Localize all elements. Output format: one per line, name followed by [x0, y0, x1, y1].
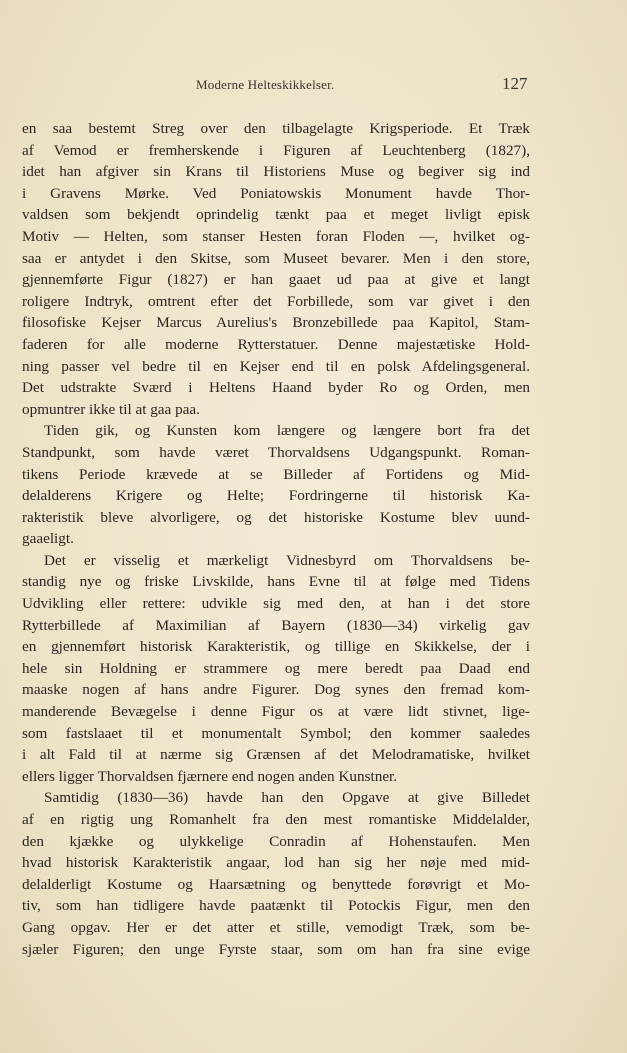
text-line: saa er antydet i den Skitse, som Museet bevarer. Men i den store,	[22, 249, 530, 267]
text-line: idet han afgiver sin Krans til Historiens Muse og begiver sig ind	[22, 163, 530, 181]
text-line: filosofiske Kejser Marcus Aurelius's Bronzebillede paa Kapitol, Stam-	[22, 314, 530, 332]
text-line: Rytterbillede af Maximilian af Bayern (1830—34) virkelig gav	[22, 616, 530, 634]
text-line: ning passer vel bedre til en Kejser end til en polsk Afdelingsgeneral.	[22, 357, 530, 375]
text-line: sjæler Figuren; den unge Fyrste staar, som om han fra sine evige	[22, 940, 530, 958]
text-line: Motiv — Helten, som stanser Hesten foran Floden —, hvilket og-	[22, 227, 530, 245]
text-line: tikens Periode krævede at se Billeder af Fortidens og Mid-	[22, 465, 530, 483]
text-line: hele sin Holdning er strammere og mere beredt paa Daad end	[22, 659, 530, 677]
text-line: gjennemførte Figur (1827) er han gaaet ud paa at give et langt	[22, 271, 530, 289]
text-line: hvad historisk Karakteristik angaar, lod han sig her nøje med mid-	[22, 854, 530, 872]
text-line: valdsen som bekjendt oprindelig tænkt paa et meget livligt episk	[22, 206, 530, 224]
text-line: Udvikling eller rettere: udvikle sig med den, at han i det store	[22, 595, 530, 613]
text-line: en saa bestemt Streg over den tilbagelagte Krigsperiode. Et Træk	[22, 120, 530, 137]
text-line: Det er visselig et mærkeligt Vidnesbyrd om Thorvaldsens be-	[44, 551, 530, 569]
text-line: faderen for alle moderne Rytterstatuer. Denne majestætiske Hold-	[22, 335, 530, 353]
text-line: en gjennemført historisk Karakteristik, og tillige en Skikkelse, der i	[22, 638, 530, 656]
text-line: rakteristik bleve alvorligere, og det historiske Kostume blev uund-	[22, 508, 530, 526]
text-line: delalderligt Kostume og Haarsætning og benyttede forøvrigt et Mo-	[22, 875, 530, 893]
text-line: Standpunkt, som havde været Thorvaldsens Udgangspunkt. Roman-	[22, 443, 530, 461]
running-title: Moderne Helteskikkelser.	[196, 77, 335, 92]
text-line: maaske nogen af hans andre Figurer. Dog synes den fremad kom-	[22, 681, 530, 699]
text-line: af en rigtig ung Romanhelt fra den mest romantiske Middelalder,	[22, 811, 530, 828]
text-line: delalderens Krigere og Helte; Fordringerne til historisk Ka-	[22, 487, 530, 505]
body-text	[22, 118, 530, 958]
text-line: som fastslaaet til et monumentalt Symbol; den kommer saaledes	[22, 724, 530, 742]
text-line: Tiden gik, og Kunsten kom længere og længere bort fra det	[44, 422, 530, 440]
text-line: manderende Bevægelse i denne Figur os at være lidt stivnet, lige-	[22, 703, 530, 721]
text-line: roligere Indtryk, omtrent efter det Forbillede, som var givet i den	[22, 292, 530, 310]
text-line: den kjække og ulykkelige Conradin af Hohenstaufen. Men	[22, 832, 530, 850]
page-number: 127	[502, 74, 528, 93]
text-line: af Vemod er fremherskende i Figuren af Leuchtenberg (1827),	[22, 141, 530, 159]
text-line: gaaeligt.	[22, 530, 74, 548]
text-line: Samtidig (1830—36) havde han den Opgave at give Billedet	[44, 789, 530, 807]
text-line: opmuntrer ikke til at gaa paa.	[22, 400, 200, 418]
text-line: standig nye og friske Livskilde, hans Evne til at følge med Tidens	[22, 573, 530, 591]
text-line: Det udstrakte Sværd i Heltens Haand byder Ro og Orden, men	[22, 379, 530, 397]
text-line: Gang opgav. Her er det atter et stille, vemodigt Træk, som be-	[22, 918, 530, 936]
text-line: tiv, som han tidligere havde paatænkt til Potockis Figur, men den	[22, 897, 530, 915]
text-line: i alt Fald til at nærme sig Grænsen af det Melodramatiske, hvilket	[22, 746, 530, 764]
text-line: ellers ligger Thorvaldsen fjærnere end nogen anden Kunstner.	[22, 767, 398, 785]
text-line: i Gravens Mørke. Ved Poniatowskis Monument havde Thor-	[22, 184, 530, 202]
